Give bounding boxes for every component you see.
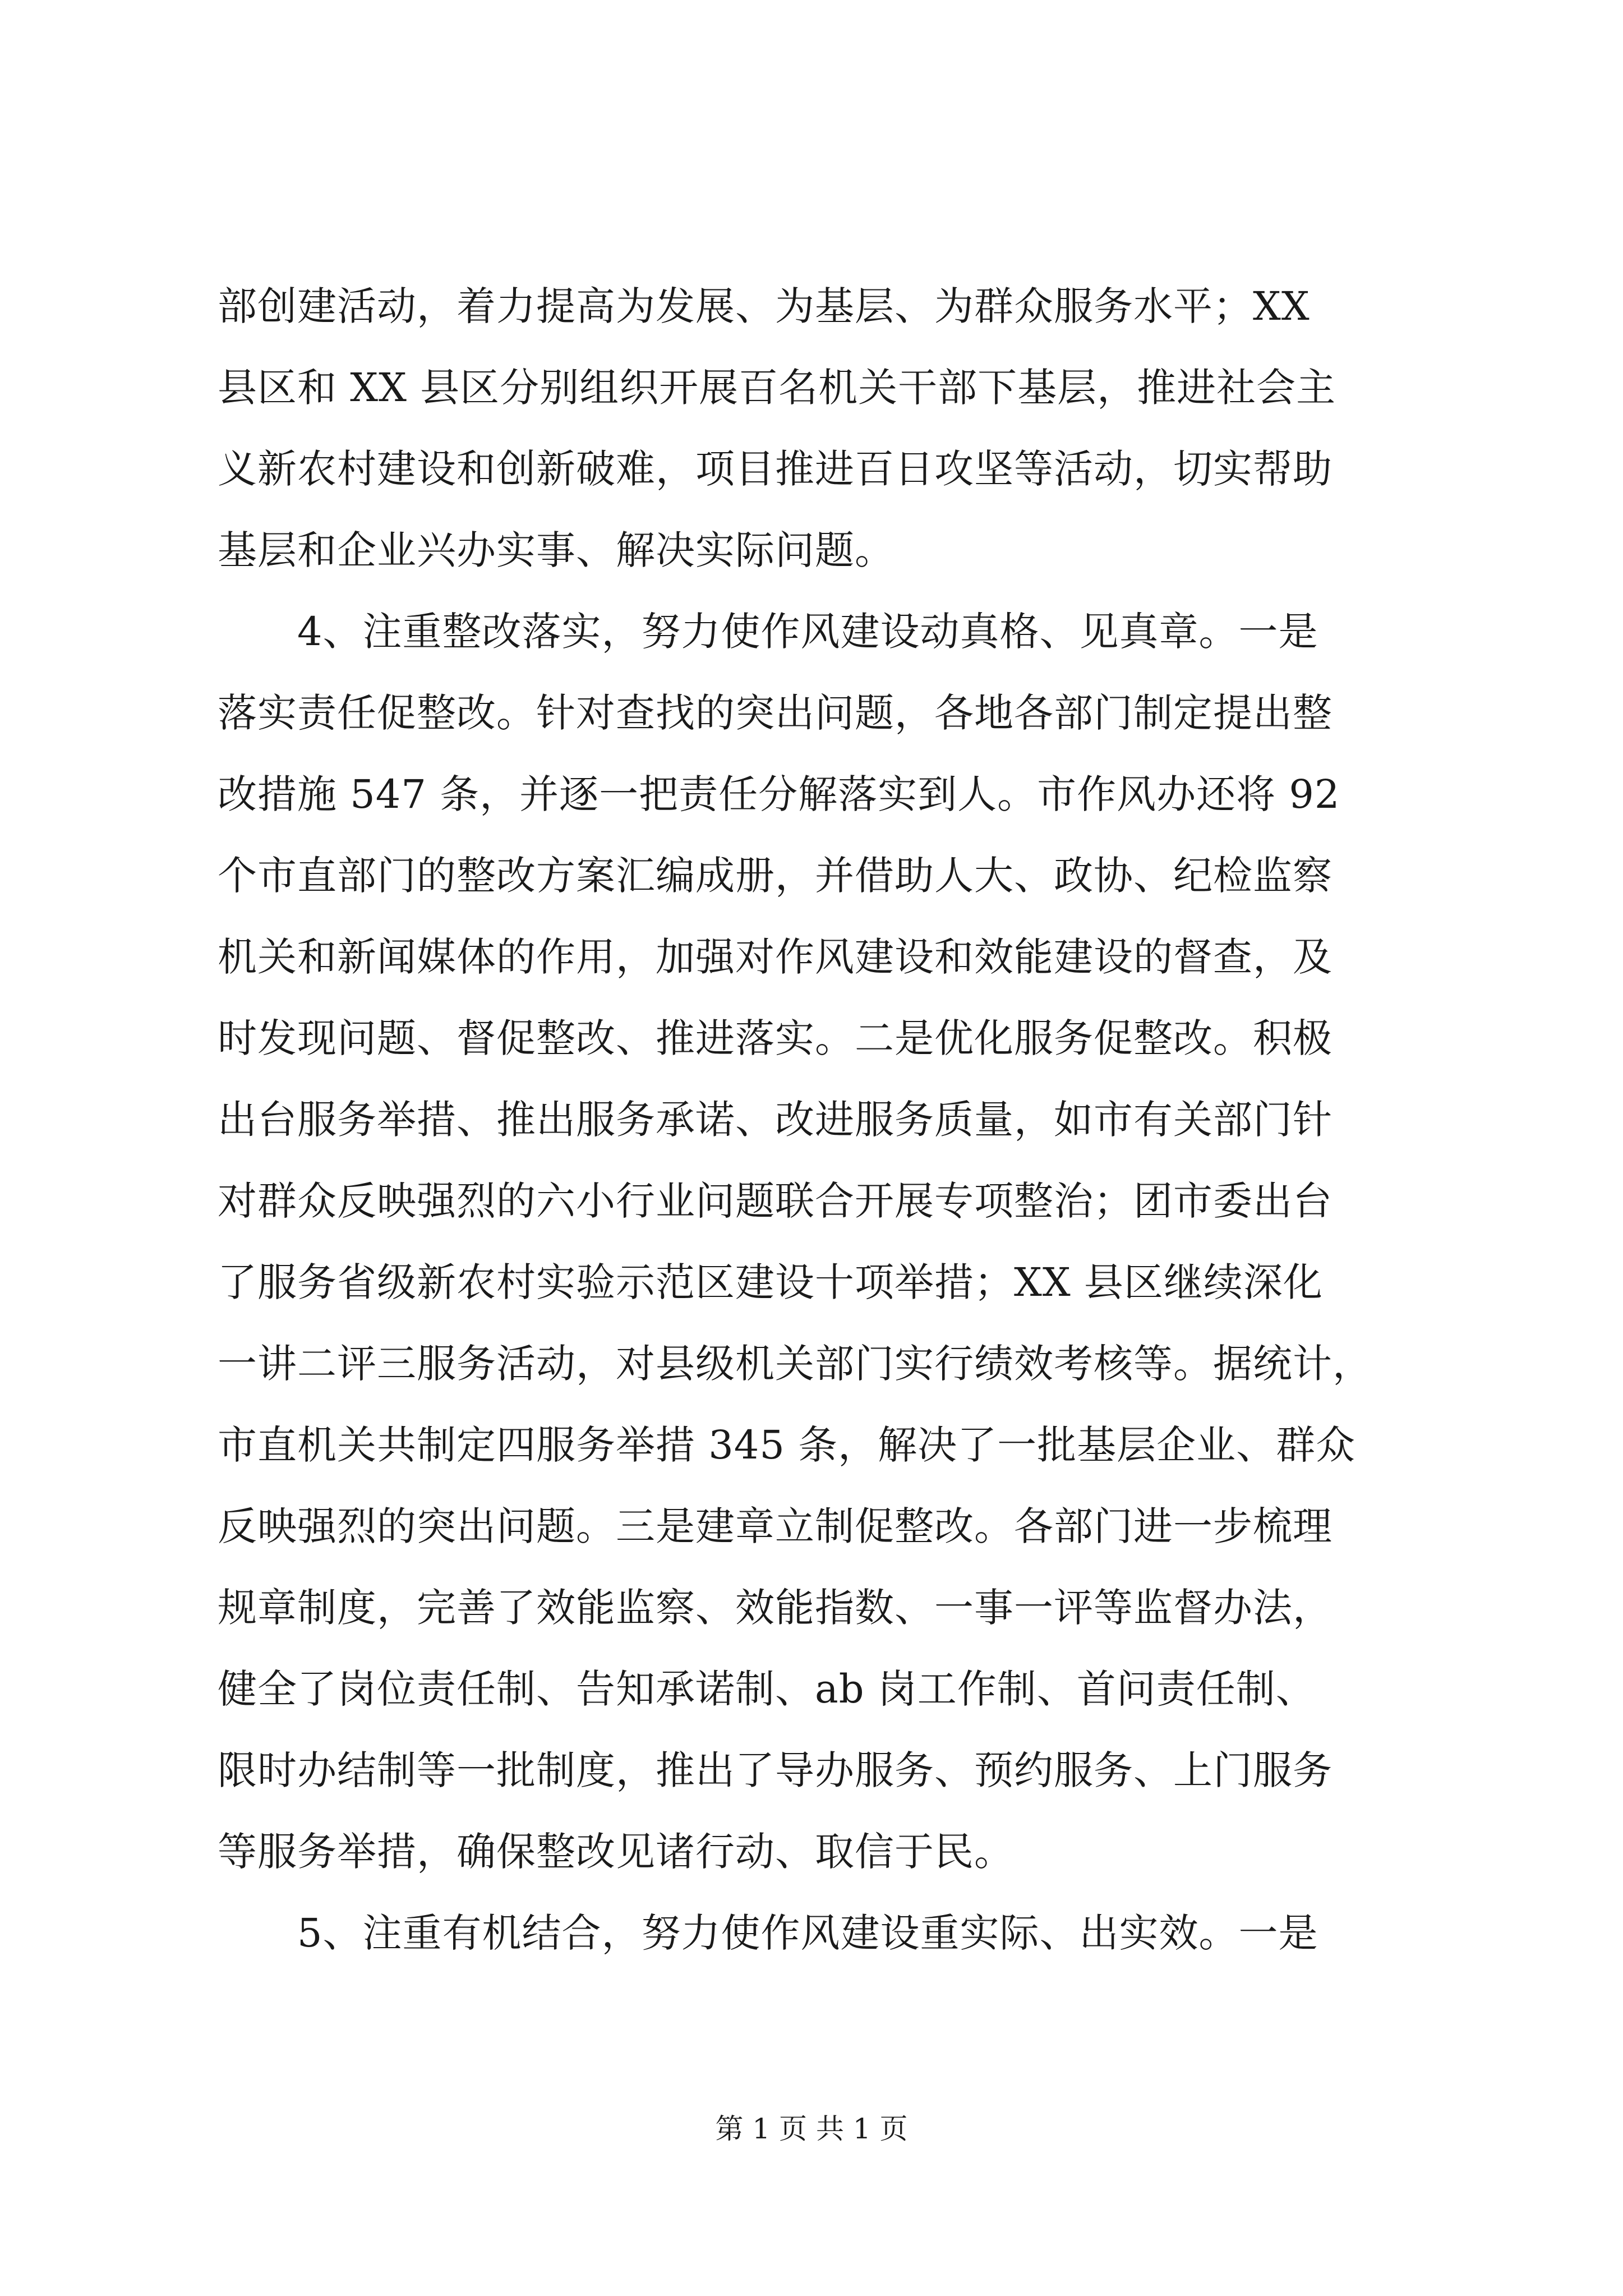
text-line: 改措施 547 条，并逐一把责任分解落实到人。市作风办还将 92 — [218, 771, 1340, 817]
page-footer: 第 1 页 共 1 页 — [715, 2113, 908, 2145]
text-line: 规章制度，完善了效能监察、效能指数、一事一评等监督办法， — [218, 1585, 1332, 1631]
text-line: 落实责任促整改。针对查找的突出问题，各地各部门制定提出整 — [218, 690, 1332, 736]
text-line: 义新农村建设和创新破难，项目推进百日攻坚等活动，切实帮助 — [218, 446, 1332, 492]
text-line: 一讲二评三服务活动，对县级机关部门实行绩效考核等。据统计， — [218, 1341, 1372, 1387]
text-line: 基层和企业兴办实事、解决实际问题。 — [218, 527, 895, 573]
text-line: 对群众反映强烈的六小行业问题联合开展专项整治；团市委出台 — [218, 1178, 1332, 1224]
document-body — [218, 266, 1429, 1974]
text-line: 健全了岗位责任制、告知承诺制、ab 岗工作制、首问责任制、 — [218, 1666, 1316, 1712]
text-line: 市直机关共制定四服务举措 345 条，解决了一批基层企业、群众 — [218, 1422, 1356, 1468]
text-line: 等服务举措，确保整改见诸行动、取信于民。 — [218, 1829, 1014, 1875]
text-line: 了服务省级新农村实验示范区建设十项举措；XX 县区继续深化 — [218, 1259, 1323, 1305]
text-line: 限时办结制等一批制度，推出了导办服务、预约服务、上门服务 — [218, 1747, 1332, 1793]
text-line: 个市直部门的整改方案汇编成册，并借助人大、政协、纪检监察 — [218, 853, 1332, 899]
text-line: 出台服务举措、推出服务承诺、改进服务质量，如市有关部门针 — [218, 1097, 1332, 1143]
text-line: 5、注重有机结合，努力使作风建设重实际、出实效。一是 — [218, 1910, 1318, 1956]
text-line: 时发现问题、督促整改、推进落实。二是优化服务促整改。积极 — [218, 1015, 1332, 1061]
text-line: 县区和 XX 县区分别组织开展百名机关干部下基层，推进社会主 — [218, 365, 1336, 411]
text-line: 反映强烈的突出问题。三是建章立制促整改。各部门进一步梳理 — [218, 1503, 1332, 1549]
text-line: 机关和新闻媒体的作用，加强对作风建设和效能建设的督查，及 — [218, 934, 1332, 980]
text-line: 部创建活动，着力提高为发展、为基层、为群众服务水平；XX — [218, 283, 1310, 329]
text-line: 4、注重整改落实，努力使作风建设动真格、见真章。一是 — [218, 609, 1318, 655]
